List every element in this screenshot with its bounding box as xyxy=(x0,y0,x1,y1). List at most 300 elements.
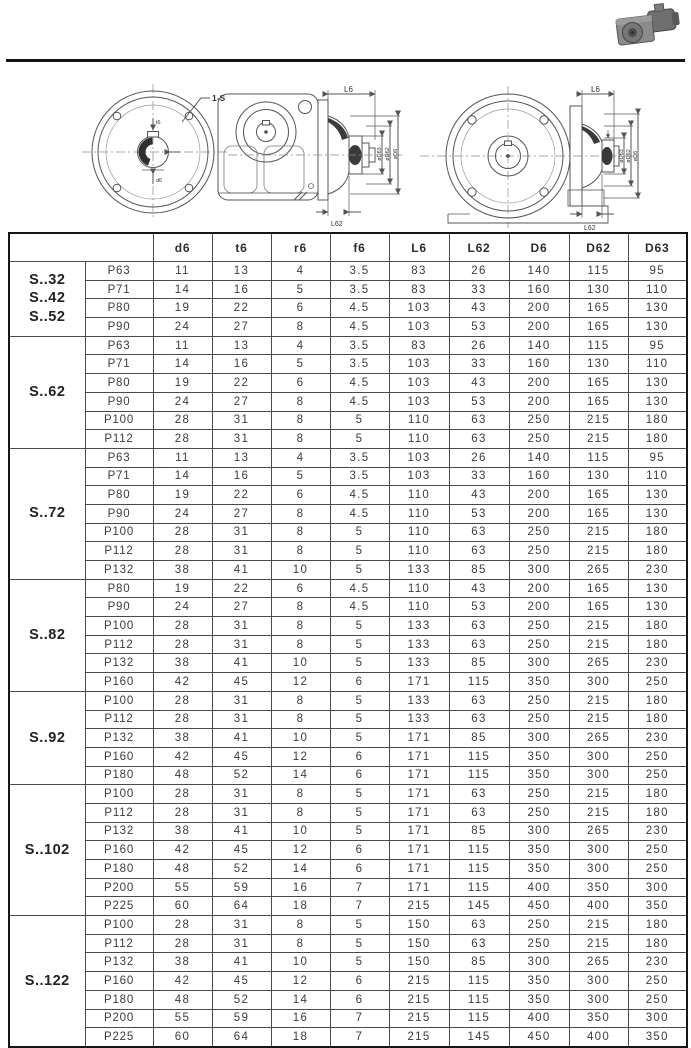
dimension-value-cell: 31 xyxy=(212,934,271,953)
dimension-value-cell: 14 xyxy=(153,467,212,486)
dimension-value-cell: 8 xyxy=(271,934,330,953)
dimension-value-cell: 171 xyxy=(389,673,449,692)
table-row xyxy=(9,635,687,654)
dimension-value-cell: 180 xyxy=(628,710,687,729)
dimension-value-cell: 3.5 xyxy=(330,262,389,281)
dimension-value-cell: 250 xyxy=(628,972,687,991)
header-r6: r6 xyxy=(271,233,330,262)
dimension-value-cell: 63 xyxy=(449,934,509,953)
dimension-value-cell: 215 xyxy=(389,972,449,991)
dimension-value-cell: 300 xyxy=(569,990,628,1009)
dimension-value-cell: 22 xyxy=(212,579,271,598)
dimension-value-cell: 16 xyxy=(212,467,271,486)
table-row xyxy=(9,822,687,841)
dimension-value-cell: 48 xyxy=(153,766,212,785)
dimension-value-cell: 63 xyxy=(449,635,509,654)
motor-size-cell: P132 xyxy=(85,729,153,748)
dimension-value-cell: 13 xyxy=(212,336,271,355)
dimension-value-cell: 8 xyxy=(271,392,330,411)
dimension-value-cell: 4.5 xyxy=(330,299,389,318)
dimension-value-cell: 150 xyxy=(389,953,449,972)
dimension-value-cell: 95 xyxy=(628,262,687,281)
dimension-value-cell: 350 xyxy=(509,747,569,766)
dimension-value-cell: 13 xyxy=(212,262,271,281)
dimension-value-cell: 31 xyxy=(212,803,271,822)
table-row xyxy=(9,654,687,673)
dimension-value-cell: 28 xyxy=(153,542,212,561)
dimension-value-cell: 33 xyxy=(449,280,509,299)
dimension-value-cell: 28 xyxy=(153,430,212,449)
dimension-value-cell: 63 xyxy=(449,411,509,430)
side-view-L6-label: L6 xyxy=(344,85,353,94)
dimension-value-cell: 16 xyxy=(212,355,271,374)
dimension-value-cell: 350 xyxy=(628,1028,687,1047)
dimension-value-cell: 59 xyxy=(212,878,271,897)
dimension-value-cell: 3.5 xyxy=(330,280,389,299)
dimension-value-cell: 10 xyxy=(271,654,330,673)
gearmotor-photo xyxy=(605,2,685,50)
dimension-value-cell: 31 xyxy=(212,430,271,449)
dimension-value-cell: 103 xyxy=(389,448,449,467)
dimension-value-cell: 300 xyxy=(628,1009,687,1028)
dimension-value-cell: 63 xyxy=(449,785,509,804)
dimension-value-cell: 8 xyxy=(271,542,330,561)
dimension-value-cell: 350 xyxy=(509,860,569,879)
dimension-value-cell: 5 xyxy=(330,691,389,710)
dimension-value-cell: 8 xyxy=(271,710,330,729)
dimension-value-cell: 64 xyxy=(212,1028,271,1047)
dimension-value-cell: 16 xyxy=(212,280,271,299)
dimension-value-cell: 350 xyxy=(628,897,687,916)
dimension-value-cell: 150 xyxy=(389,916,449,935)
dimension-value-cell: 14 xyxy=(153,280,212,299)
dimension-value-cell: 95 xyxy=(628,336,687,355)
table-row xyxy=(9,785,687,804)
dimension-value-cell: 133 xyxy=(389,617,449,636)
side-view-D63-label: øD63 xyxy=(377,147,383,161)
dimension-value-cell: 115 xyxy=(449,747,509,766)
dimension-value-cell: 41 xyxy=(212,561,271,580)
dimension-value-cell: 300 xyxy=(569,841,628,860)
motor-size-cell: P180 xyxy=(85,766,153,785)
dimension-value-cell: 180 xyxy=(628,785,687,804)
table-row xyxy=(9,729,687,748)
dimension-value-cell: 27 xyxy=(212,598,271,617)
dimension-value-cell: 5 xyxy=(330,523,389,542)
dimension-value-cell: 215 xyxy=(389,1028,449,1047)
motor-size-cell: P90 xyxy=(85,504,153,523)
dimension-value-cell: 215 xyxy=(569,617,628,636)
motor-size-cell: P90 xyxy=(85,598,153,617)
motor-size-cell: P80 xyxy=(85,579,153,598)
dimension-value-cell: 400 xyxy=(509,1009,569,1028)
dimension-value-cell: 42 xyxy=(153,673,212,692)
dimension-value-cell: 130 xyxy=(628,318,687,337)
dimension-value-cell: 42 xyxy=(153,841,212,860)
dimension-value-cell: 250 xyxy=(628,673,687,692)
dimension-value-cell: 43 xyxy=(449,579,509,598)
dimension-value-cell: 350 xyxy=(569,1009,628,1028)
dimension-value-cell: 115 xyxy=(449,841,509,860)
dimension-value-cell: 200 xyxy=(509,299,569,318)
dimension-value-cell: 28 xyxy=(153,710,212,729)
dimension-value-cell: 171 xyxy=(389,747,449,766)
dimension-value-cell: 63 xyxy=(449,430,509,449)
dimension-value-cell: 43 xyxy=(449,374,509,393)
dimension-value-cell: 6 xyxy=(330,841,389,860)
dimension-value-cell: 6 xyxy=(330,990,389,1009)
dimension-value-cell: 130 xyxy=(628,299,687,318)
dimension-value-cell: 31 xyxy=(212,710,271,729)
dimension-value-cell: 19 xyxy=(153,374,212,393)
motor-size-cell: P80 xyxy=(85,299,153,318)
dimension-value-cell: 38 xyxy=(153,822,212,841)
dimension-value-cell: 133 xyxy=(389,561,449,580)
dimension-value-cell: 28 xyxy=(153,635,212,654)
dimension-value-cell: 41 xyxy=(212,822,271,841)
dimension-value-cell: 5 xyxy=(330,803,389,822)
dimension-value-cell: 52 xyxy=(212,990,271,1009)
dimension-value-cell: 300 xyxy=(628,878,687,897)
dimension-value-cell: 133 xyxy=(389,691,449,710)
dimension-value-cell: 130 xyxy=(628,598,687,617)
dimension-value-cell: 8 xyxy=(271,916,330,935)
dimension-value-cell: 180 xyxy=(628,691,687,710)
header-L6: L6 xyxy=(389,233,449,262)
header-d6: d6 xyxy=(153,233,212,262)
motor-size-cell: P112 xyxy=(85,934,153,953)
dimension-value-cell: 215 xyxy=(569,542,628,561)
dimension-value-cell: 27 xyxy=(212,504,271,523)
table-row xyxy=(9,691,687,710)
dimension-value-cell: 110 xyxy=(389,411,449,430)
dimension-value-cell: 215 xyxy=(389,1009,449,1028)
dimension-value-cell: 14 xyxy=(271,990,330,1009)
dimension-value-cell: 103 xyxy=(389,355,449,374)
dimension-value-cell: 16 xyxy=(271,1009,330,1028)
dimension-value-cell: 28 xyxy=(153,411,212,430)
dimension-value-cell: 28 xyxy=(153,785,212,804)
motor-size-cell: P80 xyxy=(85,486,153,505)
dimension-value-cell: 22 xyxy=(212,374,271,393)
table-row xyxy=(9,262,687,281)
motor-size-cell: P180 xyxy=(85,860,153,879)
dimension-value-cell: 133 xyxy=(389,635,449,654)
dimension-value-cell: 6 xyxy=(330,747,389,766)
side-view-D6-label: øD6 xyxy=(393,148,399,160)
table-row xyxy=(9,448,687,467)
dimension-value-cell: 103 xyxy=(389,467,449,486)
flange-t6-label: t6 xyxy=(156,120,161,126)
dimension-value-cell: 165 xyxy=(569,374,628,393)
dimension-value-cell: 110 xyxy=(389,542,449,561)
motor-size-cell: P132 xyxy=(85,561,153,580)
dimension-value-cell: 60 xyxy=(153,897,212,916)
dimension-value-cell: 115 xyxy=(569,262,628,281)
dimension-value-cell: 38 xyxy=(153,561,212,580)
series-group-label: S..62 xyxy=(9,336,85,448)
dimension-value-cell: 5 xyxy=(330,710,389,729)
dimension-value-cell: 400 xyxy=(569,897,628,916)
dimension-value-cell: 180 xyxy=(628,635,687,654)
dimension-value-cell: 63 xyxy=(449,691,509,710)
dimension-value-cell: 42 xyxy=(153,747,212,766)
dimension-value-cell: 24 xyxy=(153,318,212,337)
dimension-value-cell: 171 xyxy=(389,766,449,785)
series-group-label: S..32 S..42 S..52 xyxy=(9,262,85,337)
dimension-value-cell: 7 xyxy=(330,878,389,897)
dimension-value-cell: 42 xyxy=(153,972,212,991)
dimension-value-cell: 45 xyxy=(212,972,271,991)
dimension-value-cell: 130 xyxy=(569,280,628,299)
dimension-value-cell: 45 xyxy=(212,673,271,692)
motor-size-cell: P160 xyxy=(85,673,153,692)
dimension-value-cell: 8 xyxy=(271,598,330,617)
dimension-value-cell: 12 xyxy=(271,972,330,991)
motor-size-cell: P200 xyxy=(85,1009,153,1028)
dimension-value-cell: 5 xyxy=(271,467,330,486)
table-row xyxy=(9,486,687,505)
dimension-value-cell: 130 xyxy=(628,374,687,393)
dimension-value-cell: 85 xyxy=(449,654,509,673)
header-t6: t6 xyxy=(212,233,271,262)
table-row xyxy=(9,318,687,337)
dimension-value-cell: 250 xyxy=(628,990,687,1009)
dimension-value-cell: 43 xyxy=(449,486,509,505)
dimension-value-cell: 6 xyxy=(271,374,330,393)
dimension-value-cell: 8 xyxy=(271,523,330,542)
dimension-value-cell: 250 xyxy=(509,617,569,636)
dimension-value-cell: 250 xyxy=(509,430,569,449)
motor-size-cell: P200 xyxy=(85,878,153,897)
dimension-value-cell: 52 xyxy=(212,766,271,785)
flange-d6-label: d6 xyxy=(156,178,163,184)
header-D63: D63 xyxy=(628,233,687,262)
front-view-D62-label: øD62 xyxy=(626,149,632,163)
dimension-value-cell: 180 xyxy=(628,430,687,449)
dimension-value-cell: 103 xyxy=(389,374,449,393)
dimension-value-cell: 160 xyxy=(509,355,569,374)
series-group-label: S..72 xyxy=(9,448,85,579)
side-view-drawing xyxy=(210,82,408,230)
motor-size-cell: P160 xyxy=(85,747,153,766)
front-view-drawing xyxy=(418,80,642,234)
motor-size-cell: P90 xyxy=(85,318,153,337)
dimension-value-cell: 215 xyxy=(569,934,628,953)
dimension-value-cell: 200 xyxy=(509,486,569,505)
dimension-value-cell: 171 xyxy=(389,729,449,748)
motor-size-cell: P90 xyxy=(85,392,153,411)
dimension-value-cell: 110 xyxy=(389,523,449,542)
dimension-value-cell: 8 xyxy=(271,785,330,804)
dimension-value-cell: 28 xyxy=(153,934,212,953)
dimension-value-cell: 60 xyxy=(153,1028,212,1047)
table-row xyxy=(9,299,687,318)
dimension-value-cell: 8 xyxy=(271,318,330,337)
dimension-value-cell: 24 xyxy=(153,504,212,523)
dimension-value-cell: 64 xyxy=(212,897,271,916)
dimension-value-cell: 5 xyxy=(330,953,389,972)
dimension-value-cell: 12 xyxy=(271,747,330,766)
dimension-value-cell: 4 xyxy=(271,336,330,355)
dimension-value-cell: 8 xyxy=(271,691,330,710)
dimension-value-cell: 110 xyxy=(389,579,449,598)
table-row xyxy=(9,355,687,374)
dimension-value-cell: 130 xyxy=(628,504,687,523)
table-row xyxy=(9,617,687,636)
dimension-value-cell: 110 xyxy=(628,467,687,486)
dimension-value-cell: 250 xyxy=(509,934,569,953)
dimension-value-cell: 171 xyxy=(389,841,449,860)
dimension-value-cell: 250 xyxy=(509,523,569,542)
motor-size-cell: P80 xyxy=(85,374,153,393)
header-row xyxy=(9,233,687,262)
table-row xyxy=(9,504,687,523)
dimension-value-cell: 16 xyxy=(271,878,330,897)
motor-size-cell: P63 xyxy=(85,262,153,281)
dimension-value-cell: 22 xyxy=(212,486,271,505)
dimension-value-cell: 115 xyxy=(449,990,509,1009)
dimension-value-cell: 85 xyxy=(449,729,509,748)
dimension-value-cell: 6 xyxy=(330,766,389,785)
dimension-value-cell: 230 xyxy=(628,953,687,972)
dimension-value-cell: 165 xyxy=(569,299,628,318)
dimension-value-cell: 31 xyxy=(212,523,271,542)
header-f6: f6 xyxy=(330,233,389,262)
dimension-value-cell: 7 xyxy=(330,1028,389,1047)
series-group-label: S..82 xyxy=(9,579,85,691)
dimension-value-cell: 83 xyxy=(389,336,449,355)
table-row xyxy=(9,710,687,729)
dimension-value-cell: 5 xyxy=(330,729,389,748)
dimension-value-cell: 11 xyxy=(153,262,212,281)
dimension-value-cell: 165 xyxy=(569,579,628,598)
dimension-value-cell: 130 xyxy=(569,467,628,486)
dimension-value-cell: 250 xyxy=(628,841,687,860)
dimension-value-cell: 41 xyxy=(212,654,271,673)
header-L62: L62 xyxy=(449,233,509,262)
motor-size-cell: P225 xyxy=(85,1028,153,1047)
dimension-value-cell: 300 xyxy=(509,822,569,841)
dimension-value-cell: 250 xyxy=(509,710,569,729)
dimension-value-cell: 3.5 xyxy=(330,467,389,486)
dimension-value-cell: 215 xyxy=(569,691,628,710)
dimension-value-cell: 165 xyxy=(569,598,628,617)
motor-size-cell: P71 xyxy=(85,280,153,299)
dimension-value-cell: 31 xyxy=(212,785,271,804)
dimension-value-cell: 5 xyxy=(271,280,330,299)
dimension-value-cell: 24 xyxy=(153,598,212,617)
dimension-value-cell: 200 xyxy=(509,598,569,617)
dimension-value-cell: 8 xyxy=(271,617,330,636)
dimension-value-cell: 171 xyxy=(389,785,449,804)
dimension-value-cell: 350 xyxy=(509,990,569,1009)
dimension-value-cell: 19 xyxy=(153,486,212,505)
dimension-value-cell: 18 xyxy=(271,1028,330,1047)
dimension-value-cell: 200 xyxy=(509,392,569,411)
dimension-value-cell: 4.5 xyxy=(330,486,389,505)
dimension-value-cell: 45 xyxy=(212,747,271,766)
dimension-value-cell: 6 xyxy=(271,486,330,505)
dimension-value-cell: 115 xyxy=(449,1009,509,1028)
motor-size-cell: P100 xyxy=(85,411,153,430)
header-divider xyxy=(6,59,685,62)
dimension-value-cell: 14 xyxy=(271,766,330,785)
dimension-value-cell: 28 xyxy=(153,916,212,935)
dimension-value-cell: 133 xyxy=(389,710,449,729)
table-row xyxy=(9,411,687,430)
dimension-value-cell: 103 xyxy=(389,392,449,411)
dimension-value-cell: 300 xyxy=(569,766,628,785)
dimension-value-cell: 13 xyxy=(212,448,271,467)
dimension-value-cell: 83 xyxy=(389,262,449,281)
dimension-value-cell: 85 xyxy=(449,561,509,580)
dimension-value-cell: 4.5 xyxy=(330,318,389,337)
dimension-value-cell: 7 xyxy=(330,1009,389,1028)
table-row xyxy=(9,766,687,785)
dimension-value-cell: 250 xyxy=(509,803,569,822)
dimension-value-cell: 85 xyxy=(449,822,509,841)
table-row xyxy=(9,953,687,972)
dimension-value-cell: 200 xyxy=(509,504,569,523)
dimension-value-cell: 45 xyxy=(212,841,271,860)
dimension-value-cell: 27 xyxy=(212,392,271,411)
dimension-value-cell: 4.5 xyxy=(330,579,389,598)
dimension-value-cell: 300 xyxy=(569,673,628,692)
dimension-value-cell: 250 xyxy=(509,542,569,561)
dimension-value-cell: 300 xyxy=(509,953,569,972)
table-row xyxy=(9,598,687,617)
dimension-value-cell: 180 xyxy=(628,803,687,822)
table-row xyxy=(9,579,687,598)
dimension-value-cell: 265 xyxy=(569,822,628,841)
motor-size-cell: P100 xyxy=(85,617,153,636)
dimension-value-cell: 53 xyxy=(449,392,509,411)
dimension-value-cell: 63 xyxy=(449,803,509,822)
dimension-value-cell: 63 xyxy=(449,710,509,729)
dimension-value-cell: 265 xyxy=(569,654,628,673)
dimension-value-cell: 200 xyxy=(509,374,569,393)
dimension-value-cell: 12 xyxy=(271,673,330,692)
dimension-value-cell: 8 xyxy=(271,803,330,822)
dimension-value-cell: 3.5 xyxy=(330,448,389,467)
dimension-value-cell: 31 xyxy=(212,542,271,561)
dimension-value-cell: 6 xyxy=(271,579,330,598)
motor-size-cell: P100 xyxy=(85,691,153,710)
table-row xyxy=(9,467,687,486)
dimension-value-cell: 450 xyxy=(509,897,569,916)
dimension-value-cell: 165 xyxy=(569,318,628,337)
dimension-value-cell: 160 xyxy=(509,280,569,299)
dimension-value-cell: 250 xyxy=(628,747,687,766)
dimension-value-cell: 103 xyxy=(389,299,449,318)
table-row xyxy=(9,990,687,1009)
motor-size-cell: P112 xyxy=(85,542,153,561)
dimension-value-cell: 38 xyxy=(153,729,212,748)
header-blank-cell xyxy=(9,233,153,262)
dimension-value-cell: 265 xyxy=(569,561,628,580)
table-row xyxy=(9,860,687,879)
side-view-D62-label: øD62 xyxy=(385,147,391,161)
table-row xyxy=(9,1009,687,1028)
dimension-value-cell: 24 xyxy=(153,392,212,411)
dimension-value-cell: 41 xyxy=(212,953,271,972)
dimension-value-cell: 180 xyxy=(628,916,687,935)
dimension-value-cell: 19 xyxy=(153,299,212,318)
table-row xyxy=(9,336,687,355)
dimension-value-cell: 55 xyxy=(153,878,212,897)
dimension-value-cell: 11 xyxy=(153,336,212,355)
